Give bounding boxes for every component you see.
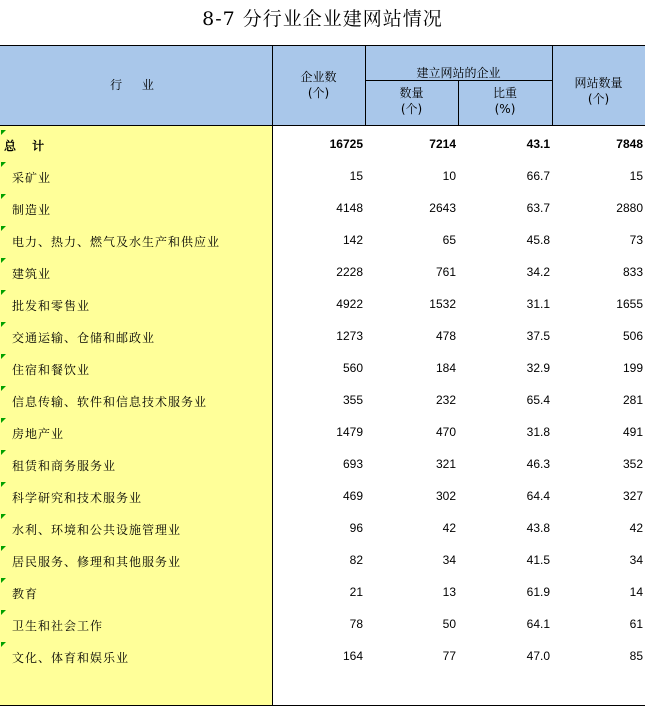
industry-name: 制造业 — [12, 203, 52, 217]
table-row — [0, 385, 645, 417]
sites-value: 34 — [629, 553, 643, 567]
industry-name: 房地产业 — [12, 427, 65, 441]
header-top-border — [0, 45, 645, 46]
cell-marker-icon — [1, 194, 6, 199]
website-count-value: 1532 — [429, 297, 456, 311]
industry-name: 采矿业 — [12, 171, 52, 185]
industry-name: 电力、热力、燃气及水生产和供应业 — [12, 235, 221, 249]
header-enterprises-unit: (个) — [307, 86, 330, 100]
table-title: 8-7 分行业企业建网站情况 — [202, 8, 443, 30]
enterprises-value: 2228 — [336, 265, 363, 279]
sites-value: 7848 — [616, 137, 643, 151]
website-count-value: 10 — [442, 169, 456, 183]
ratio-value: 46.3 — [526, 457, 550, 471]
table-row — [0, 193, 645, 225]
header-enterprises — [272, 45, 365, 125]
column-divider — [365, 45, 366, 125]
table-row — [0, 449, 645, 481]
industry-name: 水利、环境和公共设施管理业 — [12, 523, 182, 537]
header-ratio-label: 比重 — [492, 86, 517, 100]
enterprises-value: 21 — [349, 585, 363, 599]
table-row — [0, 353, 645, 385]
ratio-value: 64.1 — [526, 617, 550, 631]
enterprises-value: 355 — [342, 393, 363, 407]
industry-name: 科学研究和技术服务业 — [12, 491, 143, 505]
website-count-value: 232 — [435, 393, 456, 407]
ratio-value: 32.9 — [526, 361, 550, 375]
website-count-value: 7214 — [429, 137, 456, 151]
ratio-value: 37.5 — [526, 329, 550, 343]
cell-marker-icon — [1, 578, 6, 583]
industry-name: 卫生和社会工作 — [12, 619, 104, 633]
industry-name: 住宿和餐饮业 — [12, 363, 91, 377]
cell-marker-icon — [1, 354, 6, 359]
column-divider — [458, 81, 459, 125]
ratio-value: 41.5 — [526, 553, 550, 567]
ratio-value: 63.7 — [526, 201, 550, 215]
industry-name: 建筑业 — [12, 267, 52, 281]
website-count-value: 184 — [435, 361, 456, 375]
website-count-value: 77 — [442, 649, 456, 663]
website-count-value: 42 — [442, 521, 456, 535]
enterprises-value: 469 — [342, 489, 363, 503]
ratio-value: 31.8 — [526, 425, 550, 439]
enterprises-value: 1273 — [336, 329, 363, 343]
cell-marker-icon — [1, 482, 6, 487]
header-group-background — [365, 45, 552, 65]
table-row — [0, 417, 645, 449]
website-count-value: 65 — [442, 233, 456, 247]
industry-name: 教育 — [12, 587, 39, 601]
cell-marker-icon — [1, 386, 6, 391]
table-row — [0, 161, 645, 193]
ratio-value: 64.4 — [526, 489, 550, 503]
header-sites-unit: (个) — [587, 92, 610, 106]
ratio-value: 66.7 — [526, 169, 550, 183]
ratio-value: 61.9 — [526, 585, 550, 599]
enterprises-value: 96 — [349, 521, 363, 535]
table-row — [0, 289, 645, 321]
data-table — [0, 45, 645, 706]
cell-marker-icon — [1, 258, 6, 263]
ratio-value: 43.1 — [526, 137, 550, 151]
website-count-value: 321 — [435, 457, 456, 471]
ratio-value: 47.0 — [526, 649, 550, 663]
ratio-value: 43.8 — [526, 521, 550, 535]
cell-marker-icon — [1, 130, 6, 135]
industry-name: 文化、体育和娱乐业 — [12, 651, 130, 665]
industry-name: 信息传输、软件和信息技术服务业 — [12, 395, 208, 409]
sites-value: 42 — [629, 521, 643, 535]
enterprises-value: 560 — [342, 361, 363, 375]
industry-name: 居民服务、修理和其他服务业 — [12, 555, 182, 569]
header-group: 建立网站的企业 — [365, 65, 552, 81]
website-count-value: 302 — [435, 489, 456, 503]
industry-name: 总 计 — [4, 139, 51, 153]
total-row — [0, 129, 645, 161]
sites-value: 199 — [622, 361, 643, 375]
website-count-value: 2643 — [429, 201, 456, 215]
sites-value: 491 — [622, 425, 643, 439]
header-sites-label: 网站数量 — [574, 76, 623, 90]
sites-value: 506 — [622, 329, 643, 343]
enterprises-value: 82 — [349, 553, 363, 567]
ratio-value: 65.4 — [526, 393, 550, 407]
table-row — [0, 481, 645, 513]
cell-marker-icon — [1, 290, 6, 295]
table-row — [0, 321, 645, 353]
sites-value: 327 — [622, 489, 643, 503]
sites-value: 61 — [629, 617, 643, 631]
column-divider — [552, 45, 553, 125]
website-count-value: 478 — [435, 329, 456, 343]
website-count-value: 34 — [442, 553, 456, 567]
sites-value: 15 — [629, 169, 643, 183]
cell-marker-icon — [1, 226, 6, 231]
header-ratio — [458, 81, 552, 125]
sites-value: 281 — [622, 393, 643, 407]
ratio-value: 31.1 — [526, 297, 550, 311]
sites-value: 1655 — [616, 297, 643, 311]
enterprises-value: 4148 — [336, 201, 363, 215]
website-count-value: 50 — [442, 617, 456, 631]
table-row — [0, 545, 645, 577]
header-count — [365, 81, 458, 125]
table-row — [0, 641, 645, 673]
website-count-value: 470 — [435, 425, 456, 439]
enterprises-value: 164 — [342, 649, 363, 663]
table-row — [0, 513, 645, 545]
sites-value: 2880 — [616, 201, 643, 215]
enterprises-value: 78 — [349, 617, 363, 631]
enterprises-value: 1479 — [336, 425, 363, 439]
cell-marker-icon — [1, 642, 6, 647]
header-count-unit: (个) — [400, 102, 423, 116]
cell-marker-icon — [1, 418, 6, 423]
industry-name: 交通运输、仓储和邮政业 — [12, 331, 156, 345]
industry-name: 批发和零售业 — [12, 299, 91, 313]
cell-marker-icon — [1, 610, 6, 615]
sites-value: 73 — [629, 233, 643, 247]
header-enterprises-label: 企业数 — [300, 70, 337, 84]
enterprises-value: 693 — [342, 457, 363, 471]
cell-marker-icon — [1, 162, 6, 167]
header-industry: 行 业 — [0, 45, 272, 125]
website-count-value: 13 — [442, 585, 456, 599]
enterprises-value: 4922 — [336, 297, 363, 311]
header-ratio-unit: (%) — [494, 102, 516, 116]
header-count-label: 数量 — [399, 86, 424, 100]
cell-marker-icon — [1, 514, 6, 519]
sites-value: 833 — [622, 265, 643, 279]
enterprises-value: 15 — [349, 169, 363, 183]
sites-value: 14 — [629, 585, 643, 599]
industry-name: 租赁和商务服务业 — [12, 459, 117, 473]
enterprises-value: 142 — [342, 233, 363, 247]
column-divider — [272, 45, 273, 706]
sites-value: 352 — [622, 457, 643, 471]
table-row — [0, 609, 645, 641]
ratio-value: 45.8 — [526, 233, 550, 247]
table-row — [0, 577, 645, 609]
sites-value: 85 — [629, 649, 643, 663]
header-sites — [552, 45, 645, 125]
ratio-value: 34.2 — [526, 265, 550, 279]
table-row — [0, 257, 645, 289]
cell-marker-icon — [1, 546, 6, 551]
table-row — [0, 225, 645, 257]
header-bottom-border — [0, 125, 645, 126]
cell-marker-icon — [1, 450, 6, 455]
cell-marker-icon — [1, 322, 6, 327]
enterprises-value: 16725 — [329, 137, 363, 151]
website-count-value: 761 — [435, 265, 456, 279]
